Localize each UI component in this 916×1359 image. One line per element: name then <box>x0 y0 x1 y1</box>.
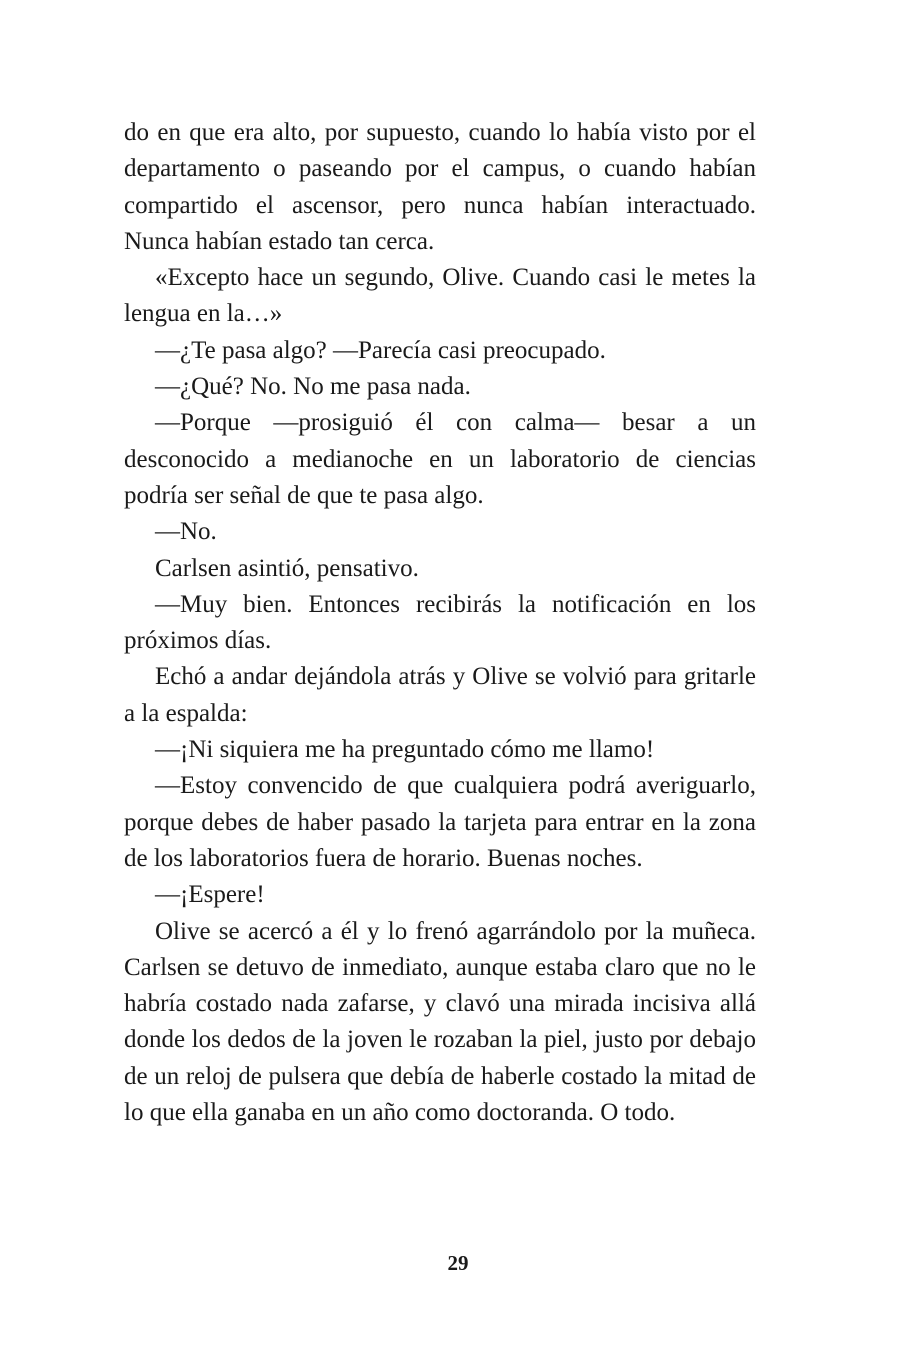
page-number: 29 <box>447 1251 469 1275</box>
paragraph: —¿Te pasa algo? —Parecía casi preocupado. <box>155 336 606 364</box>
paragraph: —Muy bien. Entonces recibirás la notificación en los próximos días. <box>124 590 756 655</box>
paragraph: —¡Ni siquiera me ha preguntado cómo me llamo! <box>155 736 655 764</box>
paragraph: Carlsen asintió, pensativo. <box>155 554 419 582</box>
paragraph: —¿Qué? No. No me pasa nada. <box>155 373 471 401</box>
paragraph: —Porque —prosiguió él con calma— besar a un desconocido a medianoche en un laboratorio de ciencias podría ser señal de que te pasa algo. <box>124 409 756 509</box>
paragraph: do en que era alto, por supuesto, cuando lo había visto por el departamento o paseando por el campus, o cuando habían compartido el ascensor, pero nunca habían interactuado. Nunca habían estado tan cerca. <box>124 119 756 255</box>
paragraph: Olive se acercó a él y lo frenó agarrándolo por la muñeca. Carlsen se detuvo de inmediato, aunque estaba claro que no le habría costado nada zafarse, y clavó una mirada incisiva allá donde los dedos de la joven le rozaban la piel, justo por debajo de un reloj de pulsera que debía de haberle costado la mitad de lo que ella ganaba en un año como doctoranda. O todo. <box>124 917 756 1127</box>
paragraph: Echó a andar dejándola atrás y Olive se volvió para gritarle a la espalda: <box>124 663 756 727</box>
paragraph: —No. <box>155 518 217 546</box>
paragraph: —Estoy convencido de que cualquiera podrá averiguarlo, porque debes de haber pasado la tarjeta para entrar en la zona de los laboratorios fuera de horario. Buenas noches. <box>124 772 756 872</box>
body-text <box>124 115 756 1131</box>
paragraph: —¡Espere! <box>155 881 265 909</box>
paragraph: «Excepto hace un segundo, Olive. Cuando casi le metes la lengua en la…» <box>124 264 756 328</box>
